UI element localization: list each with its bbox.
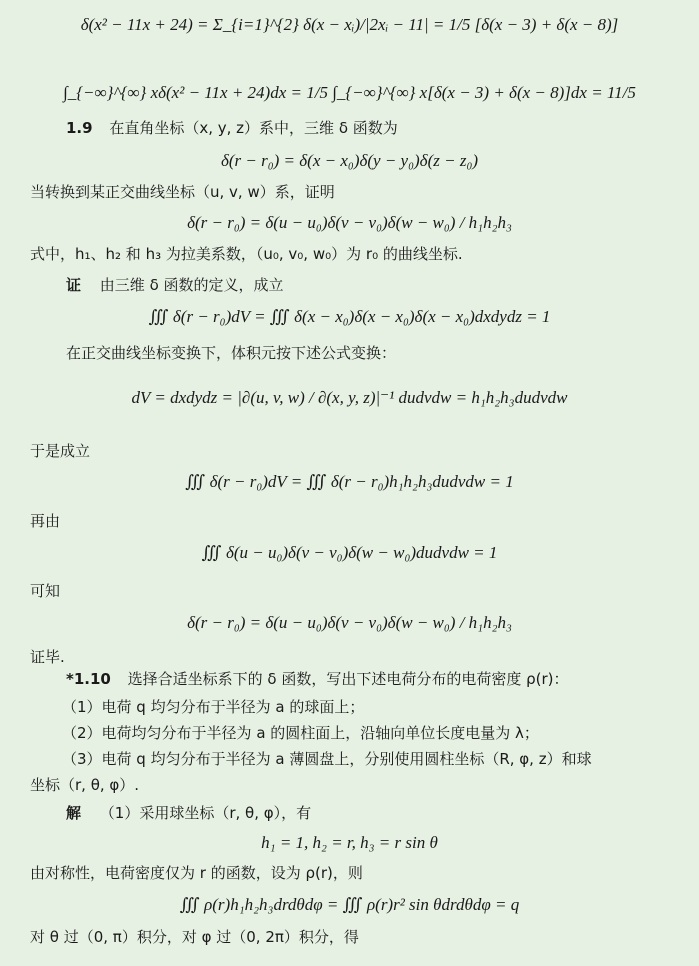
text-integrate: 对 θ 过（0, π）积分，对 φ 过（0, 2π）积分，得 xyxy=(30,928,359,946)
equation-3d-delta: δ(r − r₀) = δ(x − x₀)δ(y − y₀)δ(z − z₀) xyxy=(220,151,479,170)
problem-1-10 xyxy=(0,668,699,690)
solution-label: 解 xyxy=(66,804,82,822)
problem-statement: 在直角坐标（x, y, z）系中，三维 δ 函数为 xyxy=(109,119,398,137)
text-transform: 当转换到某正交曲线坐标（u, v, w）系，证明 xyxy=(30,183,335,201)
subquestion-3-cont: 坐标（r, θ, φ）. xyxy=(30,776,140,794)
solution-text: （1）采用球坐标（r, θ, φ），有 xyxy=(99,804,312,822)
problem-number: *1.10 xyxy=(66,670,111,688)
equation-definition-integral: ∭ δ(r − r₀)dV = ∭ δ(x − x₀)δ(x − x₀)δ(x − x₀)dxdydz = 1 xyxy=(148,307,551,326)
proof-text: 由三维 δ 函数的定义，成立 xyxy=(99,276,284,294)
equation-integral-hhh: ∭ δ(r − r₀)dV = ∭ δ(r − r₀)h₁h₂h₃dudvdw = 1 xyxy=(185,472,514,491)
text-hence: 可知 xyxy=(30,582,61,600)
solution-start xyxy=(0,802,699,824)
equation-integral-result: ∫_{−∞}^{∞} xδ(x² − 11x + 24)dx = 1/5 ∫_{−∞}^{∞} x[δ(x − 3) + δ(x − 8)]dx = 11/5 xyxy=(63,83,636,102)
proof-start xyxy=(0,274,699,296)
problem-1-9 xyxy=(0,117,699,139)
equation-jacobian: dV = dxdydz = |∂(u, v, w) / ∂(x, y, z)|⁻¹ dudvdw = h₁h₂h₃dudvdw xyxy=(131,388,568,407)
equation-uvw-integral: ∭ δ(u − u₀)δ(v − v₀)δ(w − w₀)dudvdw = 1 xyxy=(201,543,498,562)
text-again: 再由 xyxy=(30,512,61,530)
text-therefore: 于是成立 xyxy=(30,442,91,460)
text-qed: 证毕. xyxy=(30,648,65,666)
text-lame-coefficients: 式中，h₁、h₂ 和 h₃ 为拉美系数，（u₀, v₀, w₀）为 r₀ 的曲线坐标. xyxy=(30,245,463,263)
equation-conclusion: δ(r − r₀) = δ(u − u₀)δ(v − v₀)δ(w − w₀) / h₁h₂h₃ xyxy=(187,613,512,632)
proof-label: 证 xyxy=(66,276,82,294)
equation-delta-quadratic: δ(x² − 11x + 24) = Σ_{i=1}^{2} δ(x − xᵢ)/|2xᵢ − 11| = 1/5 [δ(x − 3) + δ(x − 8)] xyxy=(80,15,619,34)
equation-curvilinear-delta: δ(r − r₀) = δ(u − u₀)δ(v − v₀)δ(w − w₀) / h₁h₂h₃ xyxy=(187,213,512,232)
text-volume-element: 在正交曲线坐标变换下，体积元按下述公式变换： xyxy=(66,344,397,362)
problem-statement: 选择合适坐标系下的 δ 函数，写出下述电荷分布的电荷密度 ρ(r)： xyxy=(127,670,569,688)
subquestion-2: （2）电荷均匀分布于半径为 a 的圆柱面上，沿轴向单位长度电量为 λ； xyxy=(62,724,539,742)
equation-charge-integral: ∭ ρ(r)h₁h₂h₃drdθdφ = ∭ ρ(r)r² sin θdrdθdφ = q xyxy=(179,895,520,914)
subquestion-3: （3）电荷 q 均匀分布于半径为 a 薄圆盘上，分别使用圆柱坐标（R, φ, z）和球 xyxy=(62,750,592,768)
problem-number: 1.9 xyxy=(66,119,93,137)
text-symmetry: 由对称性，电荷密度仅为 r 的函数，设为 ρ(r)，则 xyxy=(30,864,363,882)
subquestion-1: （1）电荷 q 均匀分布于半径为 a 的球面上； xyxy=(62,698,365,716)
equation-lame-spherical: h₁ = 1, h₂ = r, h₃ = r sin θ xyxy=(261,833,438,852)
